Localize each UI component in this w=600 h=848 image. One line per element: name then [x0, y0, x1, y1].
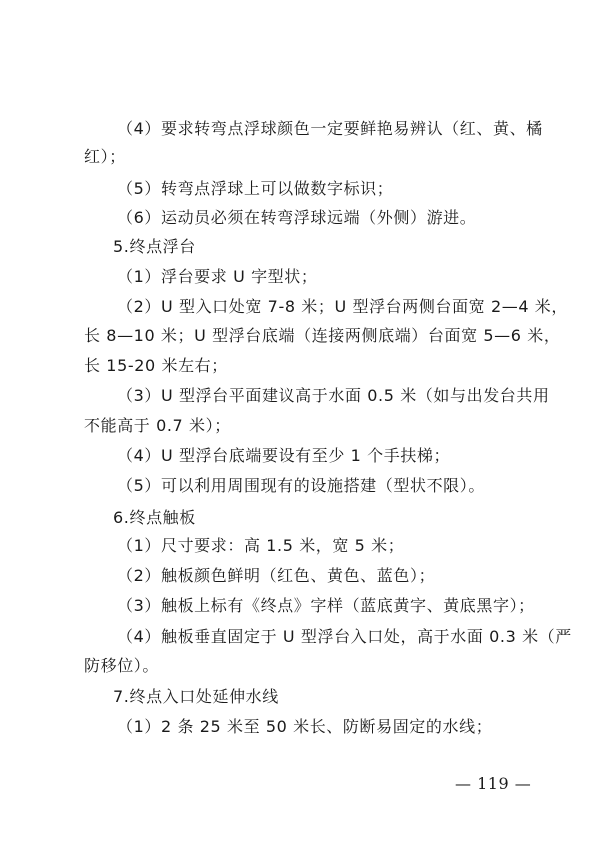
section-heading-touch-pad: 6.终点触板 — [113, 508, 196, 527]
text-line-turn-buoy-number: （5）转弯点浮球上可以做数字标识； — [117, 179, 394, 198]
text-line-platform-ladder: （4）U 型浮台底端要设有至少 1 个手扶梯； — [117, 446, 451, 465]
section-heading-finish-platform: 5.终点浮台 — [113, 237, 196, 256]
text-line-platform-height: （3）U 型浮台平面建议高于水面 0.5 米（如与出发台共用 — [117, 386, 550, 405]
text-line-pad-size: （1）尺寸要求：高 1.5 米，宽 5 米； — [117, 536, 405, 555]
text-line-platform-facilities: （5）可以利用周围现有的设施搭建（型状不限）。 — [117, 476, 485, 495]
text-line-pad-mount-cont: 防移位）。 — [84, 656, 160, 675]
page-number: — 119 — — [455, 774, 532, 793]
text-line-turn-buoy-color: （4）要求转弯点浮球颜色一定要鲜艳易辨认（红、黄、橘 — [117, 119, 543, 138]
text-line-pad-label: （3）触板上标有《终点》字样（蓝底黄字、黄底黑字）； — [117, 596, 535, 615]
text-line-lane-rope: （1）2 条 25 米至 50 米长、防断易固定的水线； — [117, 717, 493, 736]
text-line-pad-mount: （4）触板垂直固定于 U 型浮台入口处，高于水面 0.3 米（严 — [117, 627, 572, 646]
text-line-platform-length: 长 8—10 米；U 型浮台底端（连接两侧底端）台面宽 5—6 米， — [84, 326, 561, 345]
text-line-platform-length-cont: 长 15-20 米左右； — [84, 356, 228, 375]
text-line-platform-height-cont: 不能高于 0.7 米）； — [84, 416, 231, 435]
text-line-platform-shape: （1）浮台要求 U 字型状； — [117, 267, 318, 286]
text-line-turn-buoy-color-cont: 红）； — [84, 147, 126, 166]
text-line-pad-color: （2）触板颜色鲜明（红色、黄色、蓝色）； — [117, 566, 436, 585]
text-line-platform-width: （2）U 型入口处宽 7-8 米；U 型浮台两侧台面宽 2—4 米， — [117, 297, 569, 316]
section-heading-lane-line: 7.终点入口处延伸水线 — [113, 687, 279, 706]
text-line-swim-outside: （6）运动员必须在转弯浮球远端（外侧）游进。 — [117, 208, 477, 227]
